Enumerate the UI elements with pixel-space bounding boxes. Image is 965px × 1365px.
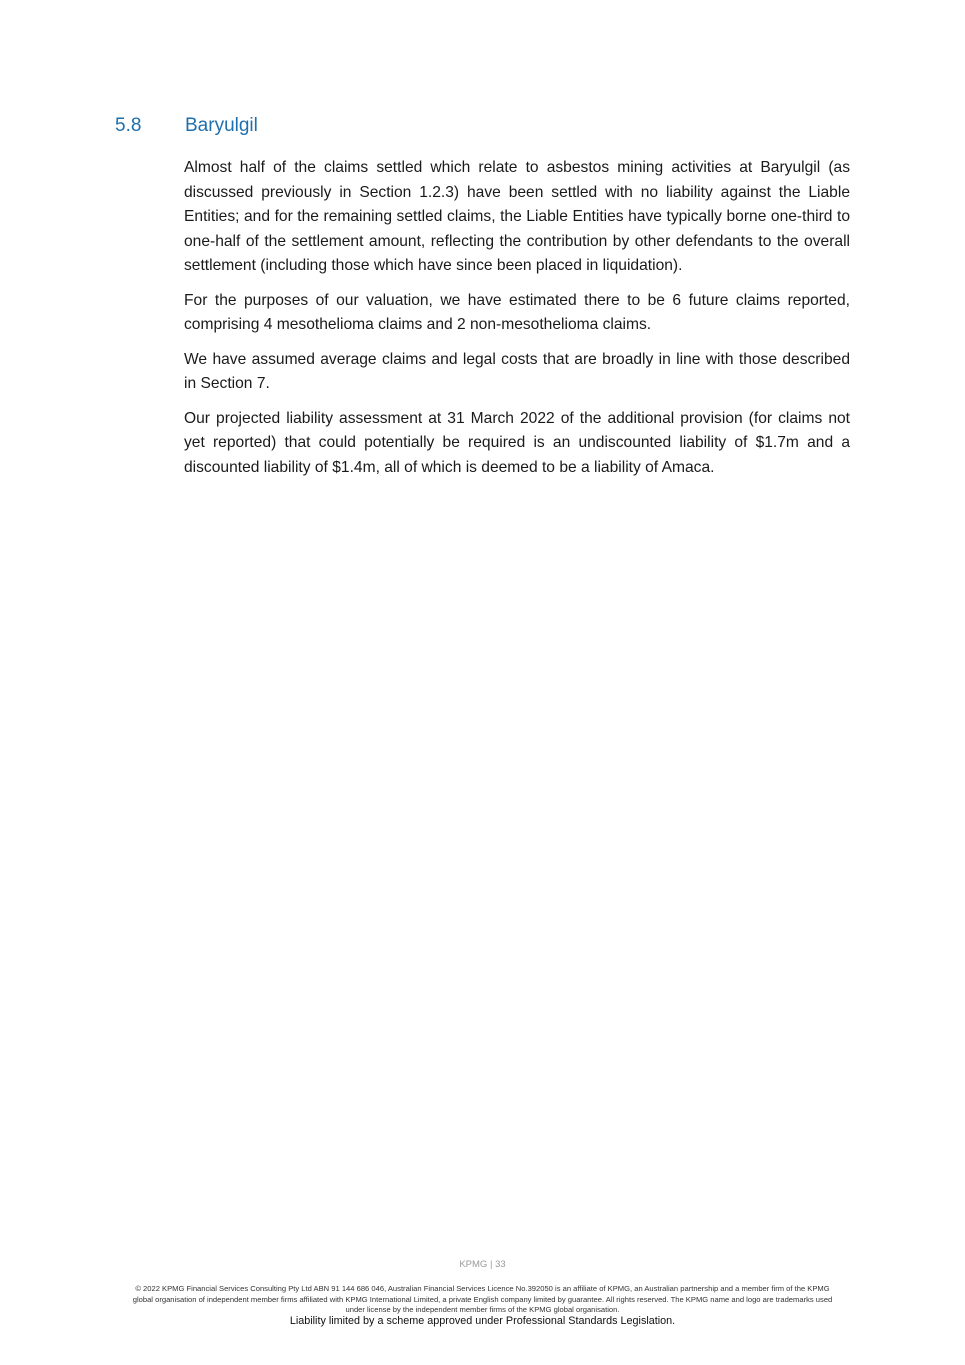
section-number: 5.8 (115, 115, 142, 136)
footer-legal-notice: © 2022 KPMG Financial Services Consulting Pty Ltd ABN 91 144 686 046, Australian Financial Services Licence No.392050 is an affiliate of KPMG, an Australian partnership and a member firm of the KPMG global organisation of independent member firms affiliated with KPMG International Limited, a private English company limited by guarantee. All rights reserved. The KPMG name and logo are trademarks used under license by the independent member firms of the KPMG global organisation. (132, 1284, 833, 1314)
paragraph-average-costs: We have assumed average claims and legal costs that are broadly in line with those described in Section 7. (184, 350, 850, 392)
paragraph-liability-assessment: Our projected liability assessment at 31 March 2022 of the additional provision (for claims not yet reported) that could potentially be required is an undiscounted liability of $1.7m and a discounted liability of $1.4m, all of which is deemed to be a liability of Amaca. (184, 409, 850, 476)
page-number: KPMG | 33 (459, 1259, 506, 1270)
paragraph-future-claims: For the purposes of our valuation, we have estimated there to be 6 future claims reported, comprising 4 mesothelioma claims and 2 non-mesothelioma claims. (184, 291, 850, 333)
footer-liability-statement: Liability limited by a scheme approved under Professional Standards Legislation. (289, 1315, 676, 1327)
section-heading (115, 115, 258, 137)
body-text (184, 156, 850, 490)
paragraph-settled-claims: Almost half of the claims settled which relate to asbestos mining activities at Baryulgil (as discussed previously in Section 1.2.3) have been settled with no liability against the Liable Entities; and for the remaining settled claims, the Liable Entities have typically borne one-third to one-half of the settlement amount, reflecting the contribution by other defendants to the overall settlement (including those which have since been placed in liquidation). (184, 159, 850, 274)
section-title: Baryulgil (185, 115, 258, 136)
